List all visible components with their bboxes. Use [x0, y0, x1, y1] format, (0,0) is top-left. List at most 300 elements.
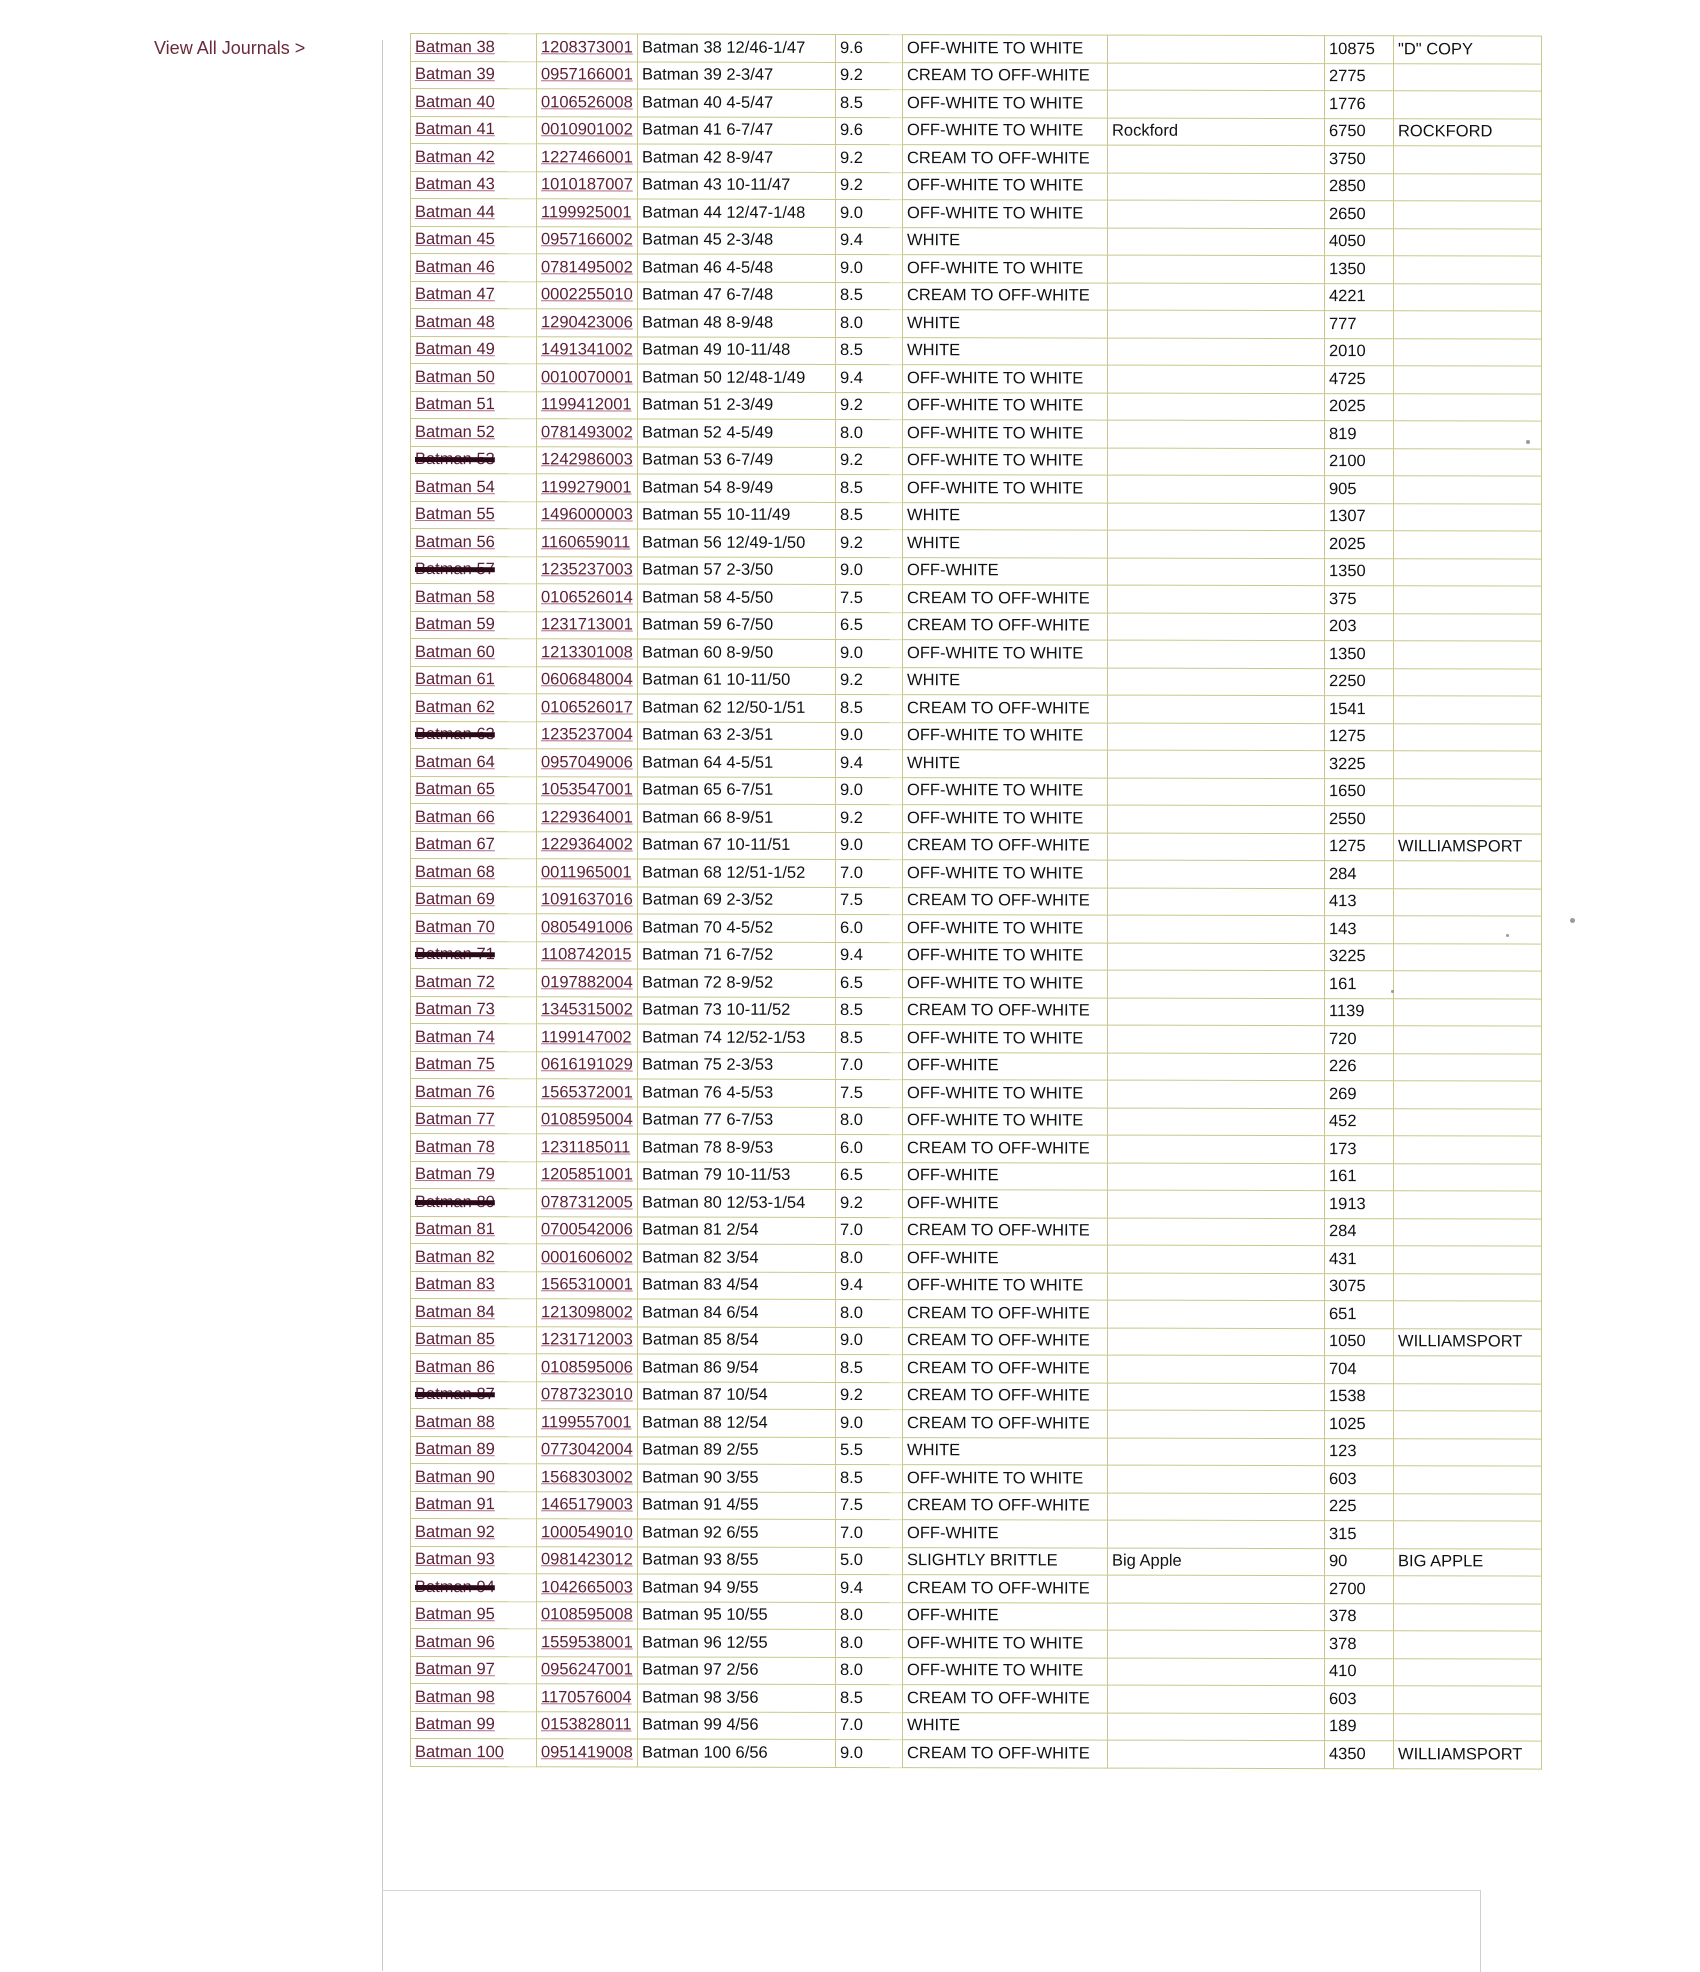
- census-listing: [410, 33, 1541, 1769]
- book-link[interactable]: Batman 88: [415, 1412, 495, 1431]
- cert-number-link[interactable]: 0106526014: [541, 588, 633, 607]
- table-row: [411, 34, 1542, 64]
- page-quality-cell: WHITE: [903, 1437, 1108, 1465]
- book-cell: [411, 1601, 537, 1629]
- grade-cell: 9.2: [836, 1382, 903, 1410]
- note-cell: WILLIAMSPORT: [1394, 833, 1542, 861]
- cert-number-link[interactable]: 0956247001: [541, 1660, 633, 1679]
- price-cell: 1350: [1325, 558, 1394, 586]
- issue-title-cell: Batman 41 6-7/47: [638, 117, 836, 145]
- pedigree-cell: [1108, 1080, 1325, 1108]
- grade-cell: 9.6: [836, 34, 903, 62]
- book-cell: [411, 89, 537, 117]
- book-cell: [411, 144, 537, 172]
- pedigree-cell: [1108, 475, 1325, 503]
- price-cell: 777: [1325, 311, 1394, 339]
- book-link[interactable]: Batman 61: [415, 670, 495, 689]
- cert-number-link[interactable]: 1053547001: [541, 780, 633, 799]
- cert-number-link[interactable]: 0010070001: [541, 368, 633, 387]
- note-cell: [1394, 806, 1542, 834]
- table-row: [411, 1051, 1542, 1081]
- price-cell: 161: [1325, 1163, 1394, 1191]
- table-row: [411, 1684, 1542, 1714]
- cert-number-link[interactable]: 1199147002: [541, 1028, 632, 1047]
- book-link[interactable]: Batman 73: [415, 1000, 495, 1019]
- grade-cell: 8.5: [836, 694, 903, 722]
- book-link[interactable]: Batman 91: [415, 1495, 495, 1514]
- page-quality-cell: OFF-WHITE: [903, 1520, 1108, 1548]
- grade-cell: 8.0: [836, 1244, 903, 1272]
- issue-title-cell: Batman 57 2-3/50: [638, 557, 836, 585]
- cert-number-link[interactable]: 1000549010: [541, 1523, 633, 1542]
- book-cell: [411, 391, 537, 419]
- cert-number-cell: [537, 1161, 638, 1189]
- page-quality-cell: WHITE: [903, 750, 1108, 778]
- note-cell: [1394, 311, 1542, 339]
- cert-number-link[interactable]: 1108742015: [541, 945, 632, 964]
- cert-number-cell: [537, 34, 638, 62]
- cert-number-link[interactable]: 1565310001: [541, 1275, 633, 1294]
- book-link[interactable]: Batman 39: [415, 65, 495, 84]
- pedigree-cell: [1108, 888, 1325, 916]
- book-link[interactable]: Batman 55: [415, 505, 495, 524]
- book-link[interactable]: Batman 40: [415, 92, 495, 111]
- book-link[interactable]: Batman 43: [415, 175, 495, 194]
- cert-number-link[interactable]: 0957049006: [541, 753, 633, 772]
- cert-number-link[interactable]: 1231185011: [541, 1138, 631, 1157]
- table-row: [411, 1189, 1542, 1219]
- book-cell: [411, 1574, 537, 1602]
- cert-number-link[interactable]: 0002255010: [541, 285, 633, 304]
- page-quality-cell: CREAM TO OFF-WHITE: [903, 1740, 1108, 1768]
- issue-title-cell: Batman 83 4/54: [638, 1272, 836, 1300]
- cert-number-link[interactable]: 1199279001: [541, 478, 632, 497]
- cert-number-cell: [537, 61, 638, 89]
- book-link[interactable]: Batman 99: [415, 1715, 495, 1734]
- page-quality-cell: CREAM TO OFF-WHITE: [903, 832, 1108, 860]
- note-cell: [1394, 696, 1542, 724]
- scan-speck: [1391, 990, 1394, 993]
- price-cell: 1050: [1325, 1328, 1394, 1356]
- book-cell: [411, 336, 537, 364]
- note-cell: [1394, 1466, 1542, 1494]
- grade-cell: 8.5: [836, 337, 903, 365]
- issue-title-cell: Batman 71 6-7/52: [638, 942, 836, 970]
- book-link[interactable]: Batman 64: [415, 752, 495, 771]
- book-cell: [411, 721, 537, 749]
- pedigree-cell: [1108, 1383, 1325, 1411]
- note-cell: [1394, 723, 1542, 751]
- table-row: [411, 1546, 1542, 1576]
- book-link[interactable]: Batman 66: [415, 807, 495, 826]
- book-link[interactable]: Batman 78: [415, 1137, 495, 1156]
- price-cell: 2010: [1325, 338, 1394, 366]
- cert-number-link[interactable]: 1465179003: [541, 1495, 633, 1514]
- page-quality-cell: CREAM TO OFF-WHITE: [903, 1685, 1108, 1713]
- note-cell: [1394, 943, 1542, 971]
- cert-number-link[interactable]: 0957166002: [541, 230, 633, 249]
- book-link[interactable]: Batman 92: [415, 1522, 495, 1541]
- cert-number-link[interactable]: 1235237003: [541, 560, 633, 579]
- issue-title-cell: Batman 58 4-5/50: [638, 584, 836, 612]
- note-cell: [1394, 1686, 1542, 1714]
- book-link[interactable]: Batman 46: [415, 257, 495, 276]
- pedigree-cell: Big Apple: [1108, 1548, 1325, 1576]
- page-quality-cell: CREAM TO OFF-WHITE: [903, 1135, 1108, 1163]
- book-link[interactable]: Batman 100: [415, 1742, 504, 1761]
- issue-title-cell: Batman 68 12/51-1/52: [638, 859, 836, 887]
- grade-cell: 8.0: [836, 309, 903, 337]
- table-row: [411, 1326, 1542, 1356]
- cert-number-link[interactable]: 1235237004: [541, 725, 633, 744]
- book-link[interactable]: Batman 81: [415, 1220, 495, 1239]
- cert-number-link[interactable]: 0805491006: [541, 918, 633, 937]
- book-link[interactable]: Batman 86: [415, 1357, 495, 1376]
- issue-title-cell: Batman 69 2-3/52: [638, 887, 836, 915]
- cert-number-cell: [537, 666, 638, 694]
- table-row: [411, 226, 1542, 256]
- book-cell: [411, 309, 537, 337]
- cert-number-link[interactable]: 1496000003: [541, 505, 633, 524]
- page-quality-cell: CREAM TO OFF-WHITE: [903, 887, 1108, 915]
- cert-number-link[interactable]: 1565372001: [541, 1083, 633, 1102]
- pedigree-cell: [1108, 805, 1325, 833]
- page-quality-cell: CREAM TO OFF-WHITE: [903, 282, 1108, 310]
- book-link[interactable]: Batman 82: [415, 1247, 495, 1266]
- book-cell: [411, 501, 537, 529]
- book-link[interactable]: Batman 96: [415, 1632, 495, 1651]
- pedigree-cell: [1108, 1300, 1325, 1328]
- cert-number-cell: [537, 1354, 638, 1382]
- book-link[interactable]: Batman 90: [415, 1467, 495, 1486]
- issue-title-cell: Batman 47 6-7/48: [638, 282, 836, 310]
- book-cell: [411, 1326, 537, 1354]
- price-cell: 2250: [1325, 668, 1394, 696]
- book-link[interactable]: Batman 80: [415, 1192, 495, 1211]
- issue-title-cell: Batman 93 8/55: [638, 1547, 836, 1575]
- price-cell: 1275: [1325, 723, 1394, 751]
- pedigree-cell: [1108, 255, 1325, 283]
- cert-number-cell: [537, 1189, 638, 1217]
- issue-title-cell: Batman 48 8-9/48: [638, 309, 836, 337]
- cert-number-link[interactable]: 0106526017: [541, 698, 633, 717]
- cert-number-link[interactable]: 1229364001: [541, 808, 633, 827]
- book-cell: [411, 969, 537, 997]
- table-row: [411, 1106, 1542, 1136]
- table-row: [411, 474, 1542, 504]
- note-cell: [1394, 283, 1542, 311]
- book-link[interactable]: Batman 38: [415, 37, 495, 56]
- book-link[interactable]: Batman 49: [415, 340, 495, 359]
- book-cell: [411, 1271, 537, 1299]
- book-link[interactable]: Batman 41: [415, 120, 495, 139]
- pedigree-cell: [1108, 200, 1325, 228]
- page-quality-cell: OFF-WHITE TO WHITE: [903, 475, 1108, 503]
- cert-number-link[interactable]: 1491341002: [541, 340, 633, 359]
- page-quality-cell: CREAM TO OFF-WHITE: [903, 145, 1108, 173]
- issue-title-cell: Batman 43 10-11/47: [638, 172, 836, 200]
- pedigree-cell: [1108, 1135, 1325, 1163]
- note-cell: [1394, 63, 1542, 91]
- price-cell: 3075: [1325, 1273, 1394, 1301]
- book-link[interactable]: Batman 48: [415, 312, 495, 331]
- page-quality-cell: OFF-WHITE TO WHITE: [903, 200, 1108, 228]
- page-quality-cell: OFF-WHITE TO WHITE: [903, 420, 1108, 448]
- cert-number-cell: [537, 969, 638, 997]
- book-link[interactable]: Batman 70: [415, 917, 495, 936]
- cert-number-cell: [537, 749, 638, 777]
- table-row: [411, 1024, 1542, 1054]
- cert-number-link[interactable]: 1042665003: [541, 1578, 633, 1597]
- price-cell: 704: [1325, 1356, 1394, 1384]
- cert-number-link[interactable]: 0197882004: [541, 973, 633, 992]
- cert-number-link[interactable]: 1010187007: [541, 175, 633, 194]
- pedigree-cell: [1108, 668, 1325, 696]
- price-cell: 1913: [1325, 1191, 1394, 1219]
- pedigree-cell: Rockford: [1108, 118, 1325, 146]
- cert-number-link[interactable]: 1213301008: [541, 643, 633, 662]
- cert-number-cell: [537, 776, 638, 804]
- book-cell: [411, 1051, 537, 1079]
- cert-number-cell: [537, 1134, 638, 1162]
- cert-number-link[interactable]: 0951419008: [541, 1743, 633, 1762]
- table-row: [411, 309, 1542, 339]
- grade-cell: 9.0: [836, 1409, 903, 1437]
- cert-number-link[interactable]: 1205851001: [541, 1165, 633, 1184]
- cert-number-link[interactable]: 1199925001: [541, 203, 632, 222]
- cert-number-link[interactable]: 1229364002: [541, 835, 633, 854]
- book-link[interactable]: Batman 65: [415, 780, 495, 799]
- cert-number-cell: [537, 116, 638, 144]
- price-cell: 3225: [1325, 943, 1394, 971]
- cert-number-link[interactable]: 0700542006: [541, 1220, 633, 1239]
- pedigree-cell: [1108, 420, 1325, 448]
- cert-number-link[interactable]: 0606848004: [541, 670, 633, 689]
- book-link[interactable]: Batman 94: [415, 1577, 495, 1596]
- book-link[interactable]: Batman 44: [415, 202, 495, 221]
- cert-number-link[interactable]: 1213098002: [541, 1303, 633, 1322]
- note-cell: [1394, 1191, 1542, 1219]
- table-row: [411, 859, 1542, 889]
- issue-title-cell: Batman 38 12/46-1/47: [638, 34, 836, 62]
- cert-number-link[interactable]: 0787312005: [541, 1193, 633, 1212]
- cert-number-link[interactable]: 0981423012: [541, 1550, 633, 1569]
- cert-number-link[interactable]: 0010901002: [541, 120, 633, 139]
- book-cell: [411, 804, 537, 832]
- grade-cell: 6.5: [836, 969, 903, 997]
- issue-title-cell: Batman 63 2-3/51: [638, 722, 836, 750]
- pedigree-cell: [1108, 530, 1325, 558]
- cert-number-link[interactable]: 0153828011: [541, 1715, 632, 1734]
- table-row: [411, 1409, 1542, 1439]
- book-cell: [411, 281, 537, 309]
- book-link[interactable]: Batman 76: [415, 1082, 495, 1101]
- book-link[interactable]: Batman 53: [415, 450, 495, 469]
- issue-title-cell: Batman 56 12/49-1/50: [638, 529, 836, 557]
- cert-number-link[interactable]: 0781495002: [541, 258, 633, 277]
- cert-number-link[interactable]: 1231713001: [541, 615, 633, 634]
- pedigree-cell: [1108, 640, 1325, 668]
- price-cell: 284: [1325, 861, 1394, 889]
- scan-speck: [1526, 440, 1530, 444]
- page-quality-cell: WHITE: [903, 530, 1108, 558]
- book-cell: [411, 694, 537, 722]
- cert-number-link[interactable]: 0957166001: [541, 65, 633, 84]
- book-link[interactable]: Batman 45: [415, 230, 495, 249]
- book-link[interactable]: Batman 89: [415, 1440, 495, 1459]
- table-row: [411, 171, 1542, 201]
- issue-title-cell: Batman 88 12/54: [638, 1409, 836, 1437]
- grade-cell: 9.4: [836, 942, 903, 970]
- note-cell: [1394, 1081, 1542, 1109]
- price-cell: 378: [1325, 1631, 1394, 1659]
- table-row: [411, 749, 1542, 779]
- price-cell: 315: [1325, 1521, 1394, 1549]
- book-link[interactable]: Batman 69: [415, 890, 495, 909]
- book-link[interactable]: Batman 51: [415, 395, 495, 414]
- book-link[interactable]: Batman 74: [415, 1027, 495, 1046]
- note-cell: [1394, 1493, 1542, 1521]
- cert-number-link[interactable]: 0787323010: [541, 1385, 633, 1404]
- cert-number-link[interactable]: 1199412001: [541, 395, 632, 414]
- cert-number-link[interactable]: 0001606002: [541, 1248, 633, 1267]
- content-bottom-frame: [382, 1890, 1481, 1972]
- pedigree-cell: [1108, 943, 1325, 971]
- issue-title-cell: Batman 91 4/55: [638, 1492, 836, 1520]
- book-link[interactable]: Batman 85: [415, 1330, 495, 1349]
- table-row: [411, 61, 1542, 91]
- cert-number-cell: [537, 1629, 638, 1657]
- cert-number-cell: [537, 1739, 638, 1767]
- page-quality-cell: CREAM TO OFF-WHITE: [903, 1355, 1108, 1383]
- grade-cell: 8.5: [836, 474, 903, 502]
- cert-number-link[interactable]: 1227466001: [541, 148, 633, 167]
- cert-number-link[interactable]: 0773042004: [541, 1440, 633, 1459]
- book-link[interactable]: Batman 56: [415, 532, 495, 551]
- pedigree-cell: [1108, 1410, 1325, 1438]
- page-quality-cell: OFF-WHITE TO WHITE: [903, 860, 1108, 888]
- grade-cell: 9.2: [836, 62, 903, 90]
- book-cell: [411, 1711, 537, 1739]
- grade-cell: 9.0: [836, 557, 903, 585]
- grade-cell: 5.0: [836, 1547, 903, 1575]
- price-cell: 2100: [1325, 448, 1394, 476]
- table-row: [411, 529, 1542, 559]
- cert-number-link[interactable]: 0106526008: [541, 93, 633, 112]
- book-link[interactable]: Batman 77: [415, 1110, 495, 1129]
- book-cell: [411, 1106, 537, 1134]
- pedigree-cell: [1108, 998, 1325, 1026]
- book-link[interactable]: Batman 87: [415, 1385, 495, 1404]
- note-cell: [1394, 778, 1542, 806]
- page-quality-cell: CREAM TO OFF-WHITE: [903, 1327, 1108, 1355]
- book-link[interactable]: Batman 84: [415, 1302, 495, 1321]
- cert-number-link[interactable]: 1231712003: [541, 1330, 633, 1349]
- note-cell: [1394, 1356, 1542, 1384]
- book-link[interactable]: Batman 52: [415, 422, 495, 441]
- cert-number-link[interactable]: 0108595006: [541, 1358, 633, 1377]
- grade-cell: 9.2: [836, 804, 903, 832]
- book-link[interactable]: Batman 58: [415, 587, 495, 606]
- book-link[interactable]: Batman 60: [415, 642, 495, 661]
- book-link[interactable]: Batman 95: [415, 1605, 495, 1624]
- cert-number-link[interactable]: 1160659011: [541, 533, 631, 552]
- cert-number-link[interactable]: 0108595004: [541, 1110, 633, 1129]
- cert-number-link[interactable]: 1290423006: [541, 313, 633, 332]
- cert-number-cell: [537, 1684, 638, 1712]
- cert-number-link[interactable]: 1242986003: [541, 450, 633, 469]
- cert-number-cell: [537, 996, 638, 1024]
- book-link[interactable]: Batman 67: [415, 835, 495, 854]
- table-row: [411, 1271, 1542, 1301]
- book-link[interactable]: Batman 57: [415, 560, 495, 579]
- book-link[interactable]: Batman 68: [415, 862, 495, 881]
- cert-number-link[interactable]: 0616191029: [541, 1055, 633, 1074]
- cert-number-link[interactable]: 0011965001: [541, 863, 632, 882]
- page-quality-cell: OFF-WHITE TO WHITE: [903, 90, 1108, 118]
- pedigree-cell: [1108, 503, 1325, 531]
- note-cell: [1394, 1576, 1542, 1604]
- book-link[interactable]: Batman 79: [415, 1165, 495, 1184]
- pedigree-cell: [1108, 723, 1325, 751]
- cert-number-link[interactable]: 1345315002: [541, 1000, 633, 1019]
- cert-number-link[interactable]: 1199557001: [541, 1413, 632, 1432]
- cert-number-cell: [537, 446, 638, 474]
- book-link[interactable]: Batman 42: [415, 147, 495, 166]
- issue-title-cell: Batman 42 8-9/47: [638, 144, 836, 172]
- price-cell: 378: [1325, 1603, 1394, 1631]
- grade-cell: 6.5: [836, 1162, 903, 1190]
- cert-number-link[interactable]: 1559538001: [541, 1633, 633, 1652]
- pedigree-cell: [1108, 63, 1325, 91]
- book-link[interactable]: Batman 83: [415, 1275, 495, 1294]
- book-link[interactable]: Batman 47: [415, 285, 495, 304]
- book-link[interactable]: Batman 71: [415, 945, 495, 964]
- view-all-journals-link[interactable]: View All Journals >: [154, 38, 306, 58]
- cert-number-cell: [537, 556, 638, 584]
- cert-number-link[interactable]: 1091637016: [541, 890, 633, 909]
- census-table: [410, 33, 1542, 1769]
- cert-number-cell: [537, 1574, 638, 1602]
- price-cell: 123: [1325, 1438, 1394, 1466]
- cert-number-link[interactable]: 1208373001: [541, 38, 633, 57]
- page-quality-cell: CREAM TO OFF-WHITE: [903, 695, 1108, 723]
- page-quality-cell: OFF-WHITE TO WHITE: [903, 1272, 1108, 1300]
- price-cell: 4050: [1325, 228, 1394, 256]
- book-link[interactable]: Batman 50: [415, 367, 495, 386]
- book-link[interactable]: Batman 59: [415, 615, 495, 634]
- cert-number-link[interactable]: 1170576004: [541, 1688, 632, 1707]
- book-link[interactable]: Batman 54: [415, 477, 495, 496]
- issue-title-cell: Batman 62 12/50-1/51: [638, 694, 836, 722]
- note-cell: [1394, 146, 1542, 174]
- book-link[interactable]: Batman 98: [415, 1687, 495, 1706]
- book-link[interactable]: Batman 97: [415, 1660, 495, 1679]
- cert-number-cell: [537, 1326, 638, 1354]
- grade-cell: 5.5: [836, 1437, 903, 1465]
- cert-number-link[interactable]: 1568303002: [541, 1468, 633, 1487]
- book-link[interactable]: Batman 93: [415, 1550, 495, 1569]
- pedigree-cell: [1108, 1245, 1325, 1273]
- book-link[interactable]: Batman 75: [415, 1055, 495, 1074]
- book-link[interactable]: Batman 72: [415, 972, 495, 991]
- table-row: [411, 1601, 1542, 1631]
- issue-title-cell: Batman 84 6/54: [638, 1299, 836, 1327]
- cert-number-link[interactable]: 0781493002: [541, 423, 633, 442]
- book-link[interactable]: Batman 62: [415, 697, 495, 716]
- cert-number-link[interactable]: 0108595008: [541, 1605, 633, 1624]
- book-link[interactable]: Batman 63: [415, 725, 495, 744]
